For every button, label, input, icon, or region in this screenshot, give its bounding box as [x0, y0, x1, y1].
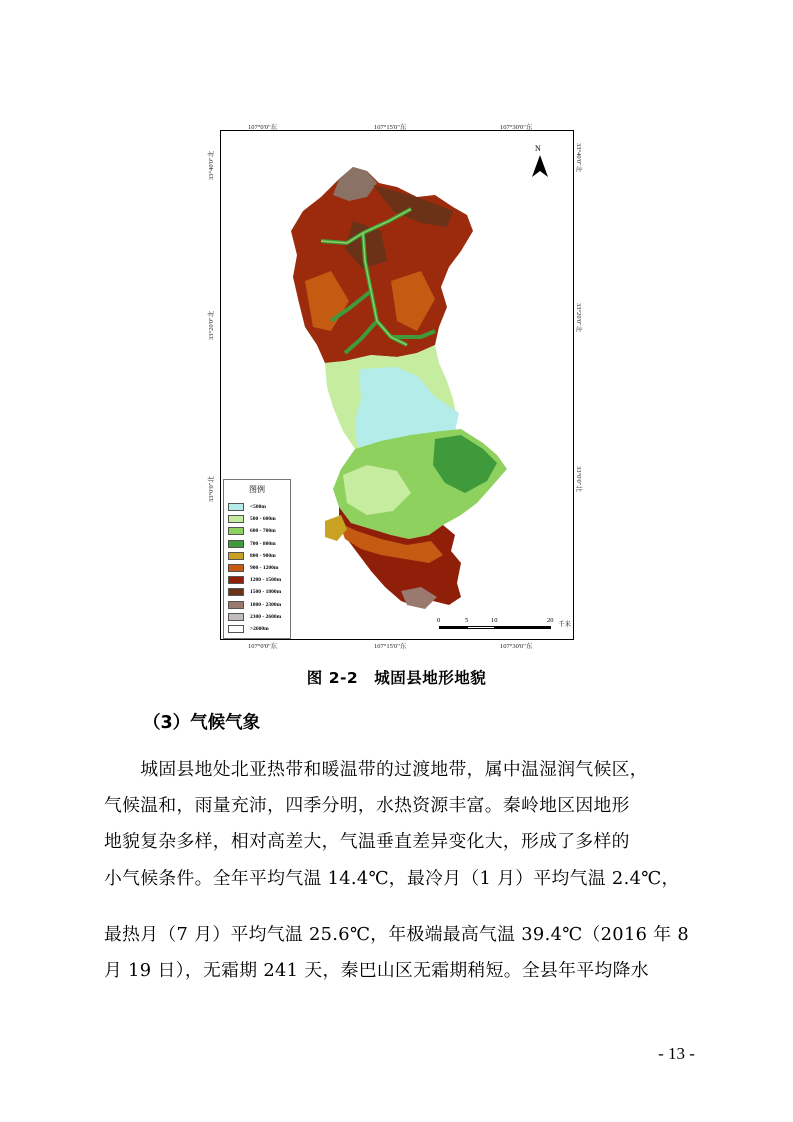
north-arrow — [528, 144, 552, 180]
scale-segment-1 — [439, 626, 467, 629]
legend-swatch — [228, 588, 244, 596]
scale-segment-2 — [467, 626, 495, 629]
legend-label: 700 - 800m — [250, 540, 276, 547]
legend-swatch — [228, 515, 244, 523]
legend-item — [228, 502, 266, 512]
legend-swatch — [228, 613, 244, 621]
page-number — [0, 1044, 793, 1064]
coord-right-2: 33°20'0"北 — [575, 303, 582, 333]
scale-tick-5: 5 — [465, 617, 469, 624]
coord-top-3: 107°30'0"东 — [500, 124, 533, 131]
legend-item — [228, 624, 269, 634]
legend-item — [228, 575, 281, 585]
legend-swatch — [228, 552, 244, 560]
scale-tick-20: 20 — [547, 617, 554, 624]
legend-label: 1200 - 1500m — [250, 577, 282, 584]
legend-item — [228, 563, 278, 573]
paragraph-line: 小气候条件。全年平均气温 14.4℃，最冷月（1 月）平均气温 2.4℃， — [104, 868, 680, 889]
scale-tick-10: 10 — [491, 617, 498, 624]
legend-label: 2300 - 2600m — [250, 613, 282, 620]
coord-left-2: 33°20'0"北 — [208, 310, 215, 340]
legend-label: 500 - 600m — [250, 516, 276, 523]
coord-bottom-2: 107°15'0"东 — [374, 643, 407, 650]
legend-swatch — [228, 625, 244, 633]
coord-bottom-3: 107°30'0"东 — [500, 643, 533, 650]
legend-label: 900 - 1200m — [250, 565, 279, 571]
legend-swatch — [228, 564, 244, 572]
paragraph-line: 最热月（7 月）平均气温 25.6℃，年极端最高气温 39.4℃（2016 年 8 — [104, 924, 690, 945]
legend-label: 1500 - 1800m — [250, 589, 282, 596]
north-label: N — [535, 144, 541, 153]
page-number-text: - 13 - — [658, 1044, 695, 1063]
scale-segment-3 — [495, 626, 551, 629]
coord-top-2: 107°15'0"东 — [374, 124, 407, 131]
map-legend — [223, 479, 291, 639]
coord-bottom-1: 107°0'0"东 — [248, 643, 278, 650]
legend-label: 1800 - 2300m — [250, 601, 282, 608]
legend-swatch — [228, 540, 244, 548]
legend-item — [228, 587, 281, 597]
legend-item — [228, 600, 281, 610]
scale-bar — [437, 617, 571, 631]
legend-label: 800 - 900m — [250, 552, 276, 559]
paragraph-line: 月 19 日），无霜期 241 天，秦巴山区无霜期稍短。全县年平均降水 — [104, 960, 649, 981]
legend-item — [228, 514, 276, 524]
coord-right-1: 33°40'0"北 — [575, 143, 582, 173]
legend-item — [228, 612, 281, 622]
coord-left-1: 33°40'0"北 — [208, 150, 215, 180]
legend-item — [228, 539, 276, 549]
legend-label: >2600m — [250, 626, 269, 632]
legend-swatch — [228, 503, 244, 511]
figure-caption: 图 2-2 城固县地形地貌 — [306, 669, 487, 687]
section-heading: （3）气候气象 — [143, 713, 261, 733]
paragraph-line: 地貌复杂多样，相对高差大，气温垂直差异变化大，形成了多样的 — [104, 831, 630, 852]
legend-item — [228, 551, 276, 561]
coord-left-3: 33°0'0"北 — [208, 476, 215, 502]
north-arrow-icon — [528, 144, 552, 180]
legend-item — [228, 526, 276, 536]
scale-tick-0: 0 — [437, 617, 441, 624]
legend-swatch — [228, 601, 244, 609]
legend-label: <500m — [250, 504, 266, 510]
legend-title: 图例 — [249, 485, 265, 494]
legend-swatch — [228, 576, 244, 584]
coord-top-1: 107°0'0"东 — [248, 124, 278, 131]
coord-right-3: 33°0'0"北 — [575, 466, 582, 492]
paragraph-line: 气候温和，雨量充沛，四季分明，水热资源丰富。秦岭地区因地形 — [104, 795, 630, 816]
legend-label: 600 - 700m — [250, 528, 276, 535]
scale-unit: 千米 — [558, 620, 571, 628]
paragraph-line: 城固县地处北亚热带和暖温带的过渡地带，属中温湿润气候区， — [104, 759, 648, 780]
legend-swatch — [228, 527, 244, 535]
